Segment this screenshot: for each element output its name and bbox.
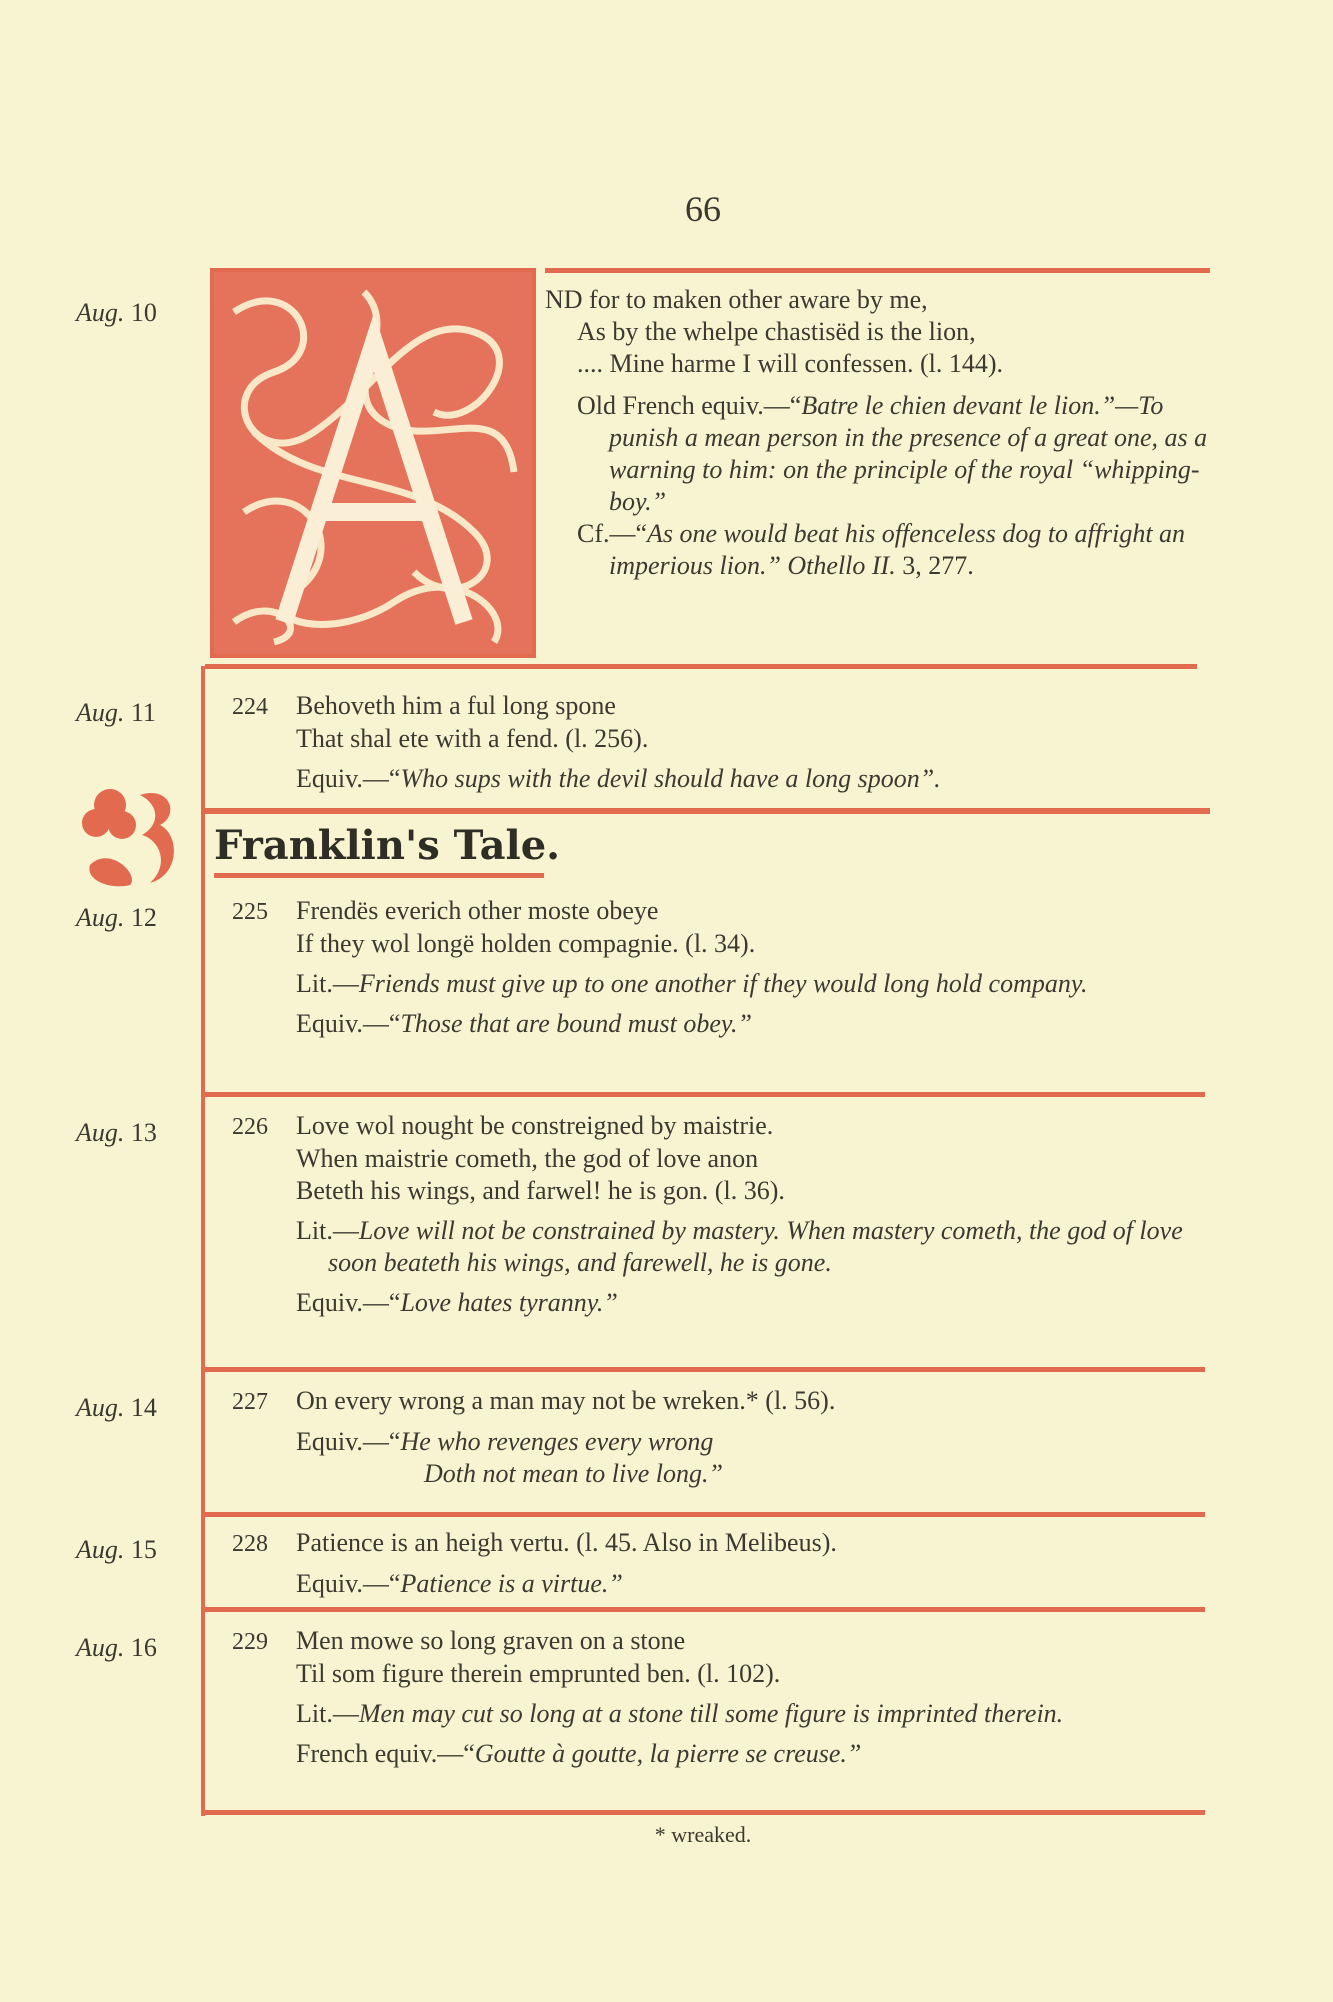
month: Aug.	[76, 1393, 125, 1422]
proverb-entry	[232, 1385, 1212, 1490]
rule	[205, 664, 1197, 669]
proverb-entry	[232, 1527, 1212, 1600]
day: 10	[130, 298, 157, 327]
verse-line: Beteth his wings, and farwel! he is gon. (l. 36).	[296, 1176, 785, 1205]
verse-line: Men mowe so long graven on a stone	[296, 1626, 686, 1655]
note-text: Who sups with the devil should have a long spoon”.	[400, 764, 941, 793]
note-label: Equiv.—“	[296, 1009, 401, 1038]
note-label: French equiv.—“	[296, 1739, 475, 1768]
rule	[205, 1092, 1205, 1097]
note-ref: 3, 277.	[895, 551, 974, 580]
month: Aug.	[76, 298, 125, 327]
proverb-entry	[232, 1110, 1212, 1319]
note-text: Batre le chien devant le lion.”—To punish a mean person in the presence of a great one, as a warning to him: on the principle of the royal “whipping-boy.”	[609, 391, 1208, 516]
entry-number: 227	[232, 1389, 268, 1415]
note-text: Men may cut so long at a stone till some figure is imprinted therein.	[358, 1699, 1064, 1728]
note-text: Doth not mean to live long.”	[424, 1459, 723, 1488]
day: 14	[130, 1393, 157, 1422]
note-text: Love will not be constrained by mastery. When mastery cometh, the god of love soon beateth his wings, and farewell, he is gone.	[328, 1216, 1183, 1277]
title-underline	[214, 873, 544, 878]
note	[232, 968, 1212, 1000]
section-title: Franklin's Tale.	[214, 822, 561, 869]
note-text: Patience is a virtue.”	[400, 1569, 623, 1598]
knotwork-initial-a-icon	[214, 272, 532, 654]
date-label	[76, 298, 157, 328]
date-label	[76, 1118, 157, 1148]
rule	[205, 1367, 1205, 1372]
entry-number: 228	[232, 1531, 268, 1557]
footnote: * wreaked.	[654, 1822, 752, 1847]
page-number: 66	[685, 189, 721, 229]
month: Aug.	[76, 1118, 125, 1147]
verse-line: On every wrong a man may not be wreken.* (l. 56).	[296, 1386, 836, 1415]
note	[232, 1215, 1212, 1279]
date-label	[76, 1393, 157, 1423]
rule	[545, 268, 1210, 273]
note-label: Equiv.—“	[296, 1427, 401, 1456]
note-label: Lit.—	[296, 1699, 359, 1728]
verse-line: ND for to maken other aware by me,	[545, 285, 928, 314]
verse-line: Love wol nought be constreigned by maistrie.	[296, 1111, 774, 1140]
note	[232, 1287, 1212, 1319]
verse-line: If they wol longë holden compagnie. (l. 34).	[296, 929, 756, 958]
note	[545, 518, 1210, 582]
note	[232, 1008, 1212, 1040]
note-text: Friends must give up to one another if they would long hold company.	[358, 969, 1088, 998]
verse-line: When maistrie cometh, the god of love anon	[296, 1144, 759, 1173]
note-label: Old French equiv.—“	[577, 391, 802, 420]
entry-number: 225	[232, 899, 268, 925]
date-label	[76, 903, 157, 933]
rule	[205, 1512, 1205, 1517]
illuminated-dropcap	[210, 268, 536, 658]
note-text: Goutte à goutte, la pierre se creuse.”	[474, 1739, 862, 1768]
note-text: Those that are bound must obey.”	[400, 1009, 752, 1038]
verse-line: Frendës everich other moste obeye	[296, 896, 659, 925]
rule	[205, 1810, 1205, 1815]
day: 12	[130, 903, 157, 932]
top-entry	[545, 284, 1210, 582]
note-label: Cf.—“	[577, 519, 648, 548]
proverb-entry	[232, 895, 1212, 1040]
note-text: As one would beat his offenceless dog to affright an imperious lion.” Othello II.	[609, 519, 1186, 580]
verse-line: That shal ete with a fend. (l. 256).	[296, 724, 649, 753]
day: 15	[130, 1535, 157, 1564]
note-text: He who revenges every wrong	[400, 1427, 714, 1456]
month: Aug.	[76, 1535, 125, 1564]
margin-rule	[201, 666, 205, 1816]
rule	[205, 1607, 1205, 1612]
verse-line: Til som figure therein emprunted ben. (l. 102).	[296, 1659, 781, 1688]
day: 13	[130, 1118, 157, 1147]
note	[545, 390, 1210, 518]
verse-line: Patience is an heigh vertu. (l. 45. Also in Melibeus).	[296, 1528, 837, 1557]
entry-number: 229	[232, 1629, 268, 1655]
rule	[205, 808, 1210, 814]
verse-line: As by the whelpe chastisëd is the lion,	[577, 317, 976, 346]
note	[232, 1568, 1212, 1600]
month: Aug.	[76, 903, 125, 932]
entry-number: 226	[232, 1114, 268, 1140]
note-label: Lit.—	[296, 1216, 359, 1245]
proverb-entry	[232, 1625, 1212, 1770]
day: 11	[130, 698, 156, 727]
entry-number: 224	[232, 694, 268, 720]
note-label: Lit.—	[296, 969, 359, 998]
note-label: Equiv.—“	[296, 764, 401, 793]
date-label	[76, 698, 156, 728]
day: 16	[130, 1633, 157, 1662]
date-label	[76, 1535, 157, 1565]
note-text: Love hates tyranny.”	[400, 1288, 618, 1317]
note	[232, 763, 1212, 795]
note-label: Equiv.—“	[296, 1288, 401, 1317]
note	[232, 1738, 1212, 1770]
fleuron-ornament-icon	[80, 775, 190, 890]
note	[232, 1698, 1212, 1730]
date-label	[76, 1633, 157, 1663]
month: Aug.	[76, 698, 125, 727]
proverb-entry	[232, 690, 1212, 795]
verse-line: .... Mine harme I will confessen. (l. 144).	[577, 349, 1004, 378]
note	[232, 1426, 1212, 1458]
verse-line: Behoveth him a ful long spone	[296, 691, 616, 720]
note-label: Equiv.—“	[296, 1569, 401, 1598]
month: Aug.	[76, 1633, 125, 1662]
